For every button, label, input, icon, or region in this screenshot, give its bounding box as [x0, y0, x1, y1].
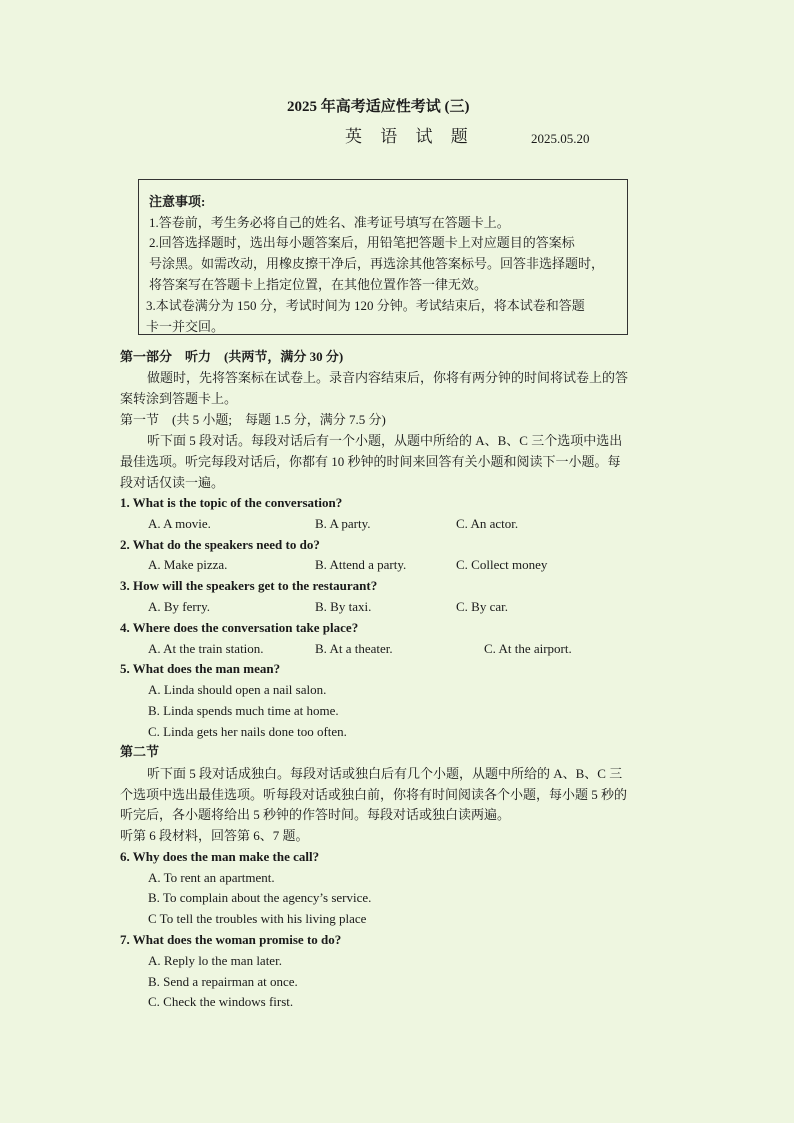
option-c: C. By car.	[456, 599, 508, 614]
notice-line: 3.本试卷满分为 150 分，考试时间为 120 分钟。考试结束后，将本试卷和答题	[146, 298, 585, 313]
exam-title: 2025 年高考适应性考试 (三)	[287, 99, 470, 115]
notice-line: 将答案写在答题卡上指定位置，在其他位置作答一律无效。	[149, 277, 488, 292]
option-c: C To tell the troubles with his living place	[148, 911, 367, 926]
option-c: C. Linda gets her nails done too often.	[148, 724, 347, 739]
option-c: C. Check the windows first.	[148, 994, 294, 1009]
section2-intro: 听下面 5 段对话成独白。每段对话或独白后有几个小题，从题中所给的 A、B、C 三	[147, 766, 623, 781]
option-c: C. Collect money	[456, 557, 548, 572]
option-a: A. A movie.	[148, 516, 211, 531]
section1-intro: 最佳选项。听完每段对话后，你都有 10 秒钟的时间来回答有关小题和阅读下一小题。每	[120, 454, 621, 469]
option-a: A. To rent an apartment.	[148, 870, 275, 885]
part1-intro: 案转涂到答题卡上。	[120, 391, 238, 406]
option-c: C. At the airport.	[484, 641, 572, 656]
option-a: A. Linda should open a nail salon.	[148, 682, 327, 697]
part1-heading: 第一部分 听力 (共两节，满分 30 分)	[120, 349, 344, 364]
option-a: A. Reply lo the man later.	[148, 953, 282, 968]
question-1: 1. What is the topic of the conversation?	[120, 495, 343, 510]
material-instruction: 听第 6 段材料，回答第 6、7 题。	[120, 828, 309, 843]
notice-heading: 注意事项:	[149, 194, 206, 209]
option-b: B. Attend a party.	[315, 557, 407, 572]
option-b: B. By taxi.	[315, 599, 372, 614]
section1-intro: 听下面 5 段对话。每段对话后有一个小题，从题中所给的 A、B、C 三个选项中选出	[147, 433, 623, 448]
notice-line: 卡一并交回。	[146, 319, 225, 334]
subject-title: 英 语 试 题	[345, 127, 475, 146]
section2-intro: 个选项中选出最佳选项。听每段对话或独白前，你将有时间阅读各个小题，每小题 5 秒的	[120, 787, 628, 802]
question-5: 5. What does the man mean?	[120, 661, 281, 676]
option-b: B. To complain about the agency’s service.	[148, 890, 372, 905]
question-6: 6. Why does the man make the call?	[120, 849, 320, 864]
question-4: 4. Where does the conversation take place?	[120, 620, 359, 635]
option-a: A. Make pizza.	[148, 557, 228, 572]
notice-line: 号涂黑。如需改动，用橡皮擦干净后，再选涂其他答案标号。回答非选择题时，	[149, 256, 605, 271]
option-b: B. Send a repairman at once.	[148, 974, 298, 989]
exam-date: 2025.05.20	[531, 131, 590, 146]
option-a: A. At the train station.	[148, 641, 264, 656]
option-c: C. An actor.	[456, 516, 519, 531]
section2-intro: 听完后，各小题将给出 5 秒钟的作答时间。每段对话或独白读两遍。	[120, 807, 511, 822]
section1-heading: 第一节 (共 5 小题; 每题 1.5 分，满分 7.5 分)	[120, 412, 386, 427]
section2-heading: 第二节	[120, 744, 160, 759]
option-a: A. By ferry.	[148, 599, 210, 614]
option-b: B. A party.	[315, 516, 371, 531]
question-3: 3. How will the speakers get to the restaurant?	[120, 578, 378, 593]
option-b: B. Linda spends much time at home.	[148, 703, 339, 718]
part1-intro: 做题时，先将答案标在试卷上。录音内容结束后，你将有两分钟的时间将试卷上的答	[147, 370, 629, 385]
question-7: 7. What does the woman promise to do?	[120, 932, 342, 947]
question-2: 2. What do the speakers need to do?	[120, 537, 320, 552]
section1-intro: 段对话仅读一遍。	[120, 475, 225, 490]
option-b: B. At a theater.	[315, 641, 393, 656]
notice-line: 2.回答选择题时，选出每小题答案后，用铅笔把答题卡上对应题目的答案标	[149, 235, 575, 250]
notice-line: 1.答卷前，考生务必将自己的姓名、准考证号填写在答题卡上。	[149, 215, 510, 230]
